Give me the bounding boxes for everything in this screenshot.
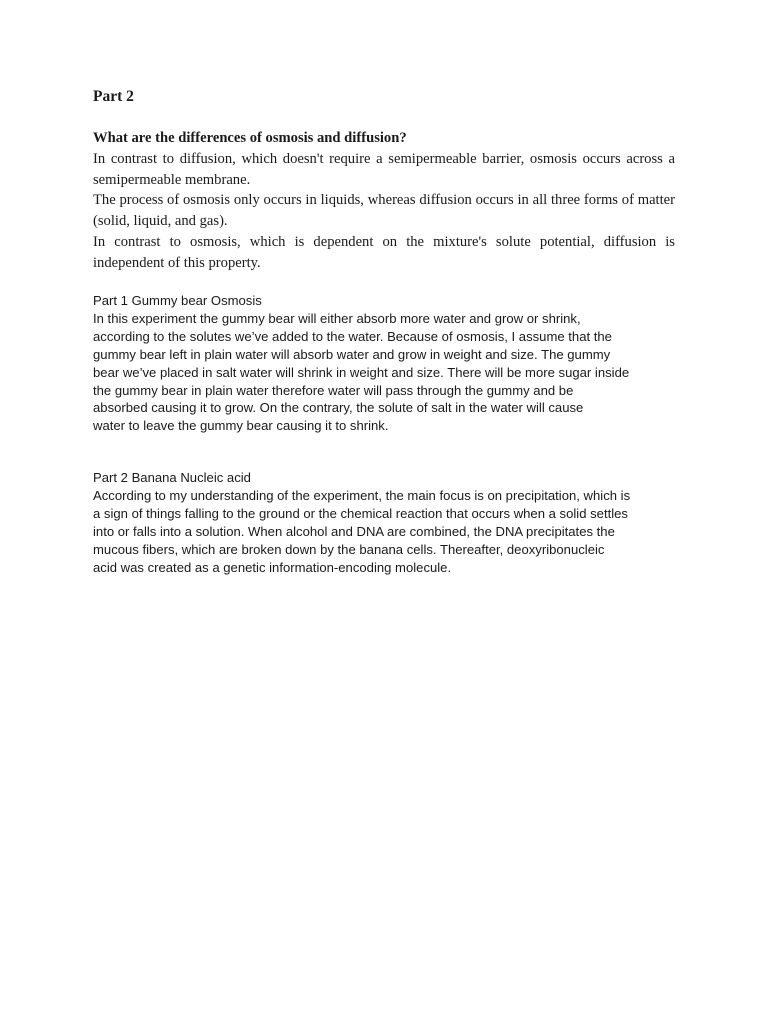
banana-line-1: According to my understanding of the experiment, the main focus is on precipitation, which is [93,487,631,503]
answer-paragraph-3: In contrast to osmosis, which is dependent on the mixture's solute potential, diffusion is independent of this property. [93,233,675,271]
banana-title: Part 2 Banana Nucleic acid [93,470,251,485]
banana-nucleic-acid-section [93,469,675,576]
gummy-bear-line-1: In this experiment the gummy bear will either absorb more water and grow or shrink, [93,310,581,326]
osmosis-diffusion-block [93,128,675,274]
banana-line-2: a sign of things falling to the ground or the chemical reaction that occurs when a solid settles [93,505,628,521]
part-2-heading: Part 2 [93,88,134,105]
banana-line-5: acid was created as a genetic information-encoding molecule. [93,559,452,575]
gummy-bear-line-6: absorbed causing it to grow. On the contrary, the solute of salt in the water will cause [93,400,584,416]
gummy-bear-section [93,292,675,435]
gummy-bear-line-7: water to leave the gummy bear causing it to shrink. [93,418,389,434]
gummy-bear-title: Part 1 Gummy bear Osmosis [93,293,262,308]
gummy-bear-line-2: according to the solutes we’ve added to the water. Because of osmosis, I assume that the [93,328,612,344]
answer-paragraph-1: In contrast to diffusion, which doesn't require a semipermeable barrier, osmosis occurs across a semipermeable membrane. [93,150,675,188]
banana-line-3: into or falls into a solution. When alcohol and DNA are combined, the DNA precipitates the [93,523,615,539]
gummy-bear-line-4: bear we’ve placed in salt water will shrink in weight and size. There will be more sugar inside [93,364,630,380]
gummy-bear-line-5: the gummy bear in plain water therefore water will pass through the gummy and be [93,382,574,398]
gummy-bear-line-3: gummy bear left in plain water will absorb water and grow in weight and size. The gummy [93,346,611,362]
question-heading: What are the differences of osmosis and diffusion? [93,130,407,146]
answer-paragraph-2: The process of osmosis only occurs in liquids, whereas diffusion occurs in all three forms of matter (solid, liquid, and gas). [93,192,675,230]
banana-line-4: mucous fibers, which are broken down by the banana cells. Thereafter, deoxyribonucleic [93,541,605,557]
